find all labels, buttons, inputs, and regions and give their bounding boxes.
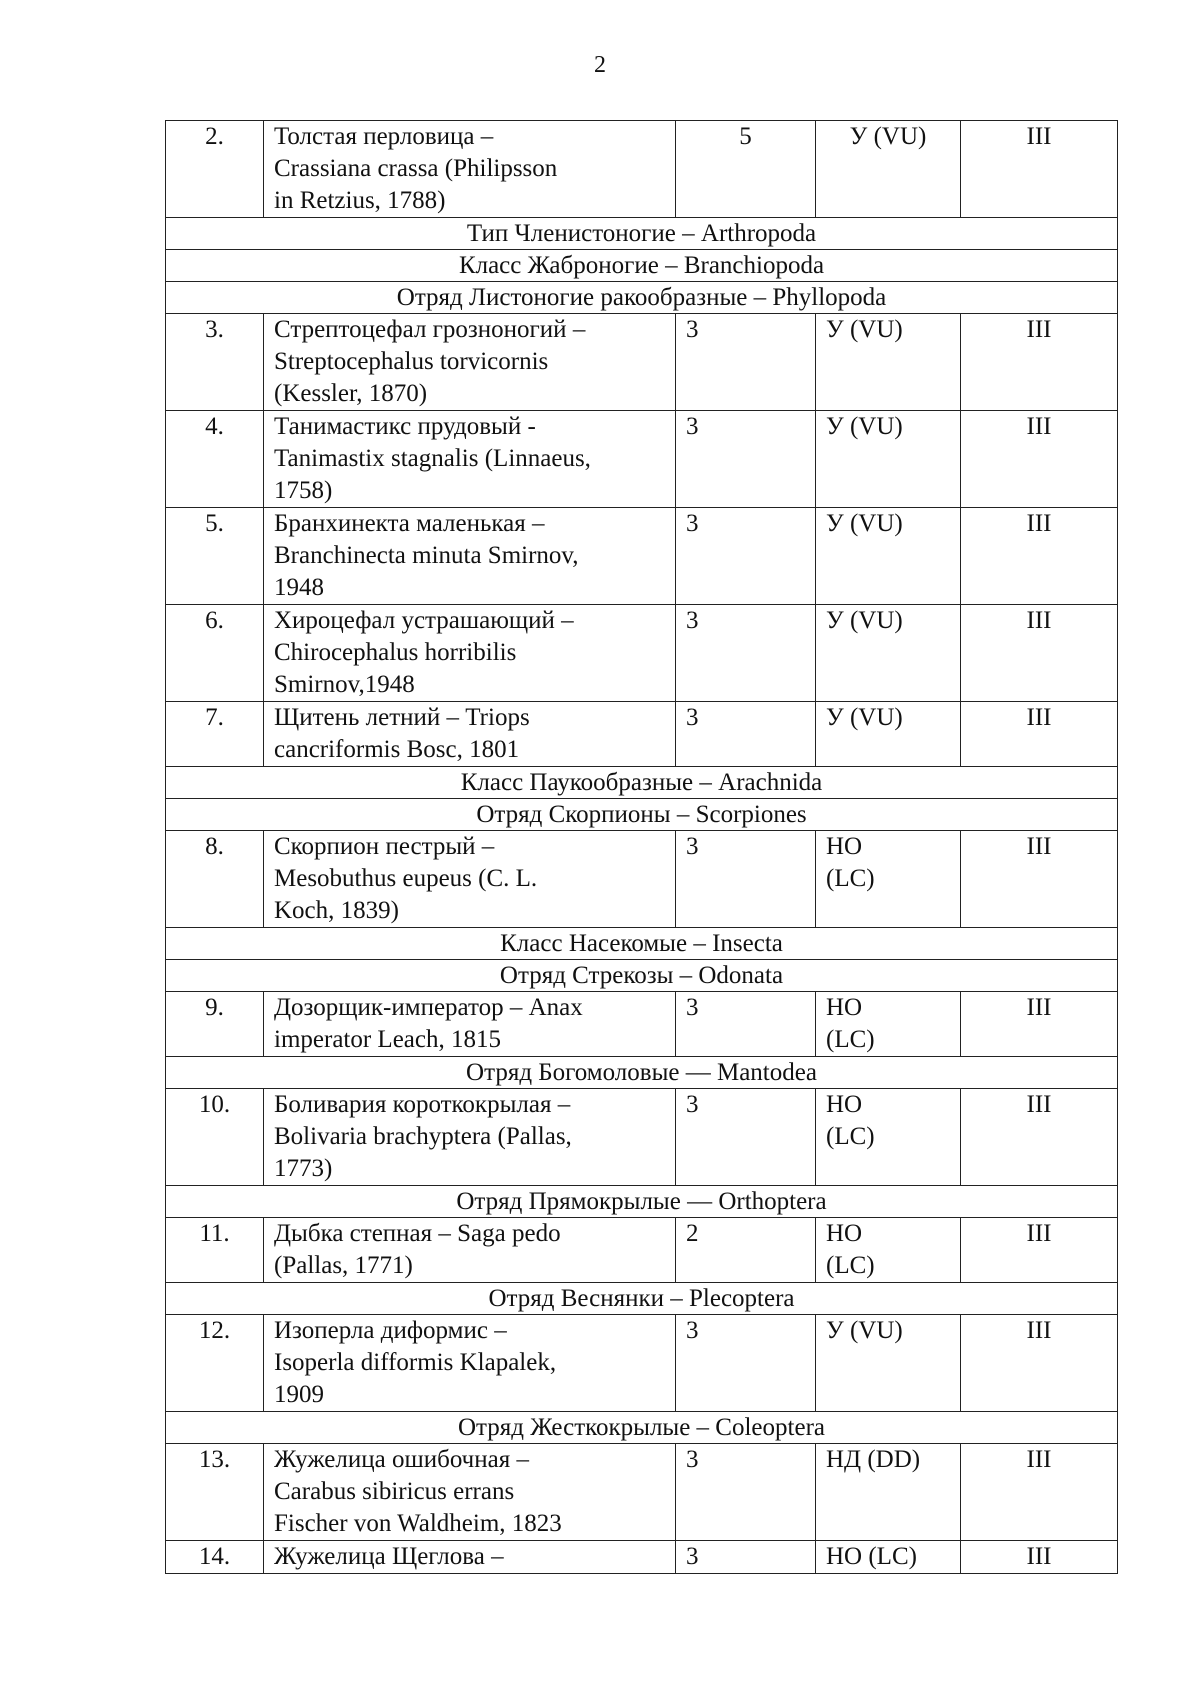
table-row — [166, 1444, 1118, 1541]
row-number-cell: 10. — [166, 1089, 264, 1186]
rank-cell: III — [961, 411, 1118, 508]
row-number-cell: 3. — [166, 314, 264, 411]
row-number-cell: 8. — [166, 831, 264, 928]
species-name-cell: Боливария короткокрылая – Bolivaria brachyptera (Pallas, 1773) — [264, 1089, 676, 1186]
table-row — [166, 508, 1118, 605]
iucn-status-cell: НО (LC) — [816, 1218, 961, 1283]
section-heading-row — [166, 282, 1118, 314]
iucn-status-cell: НД (DD) — [816, 1444, 961, 1541]
rank-cell: III — [961, 314, 1118, 411]
table-row — [166, 121, 1118, 218]
species-name-cell: Танимастикс прудовый - Tanimastix stagnalis (Linnaeus, 1758) — [264, 411, 676, 508]
category-cell: 3 — [676, 1541, 816, 1574]
iucn-status-cell: У (VU) — [816, 605, 961, 702]
species-name-cell: Дозорщик-император – Anax imperator Leach, 1815 — [264, 992, 676, 1057]
rank-cell: III — [961, 702, 1118, 767]
row-number-cell: 5. — [166, 508, 264, 605]
iucn-status-cell: НО (LC) — [816, 1089, 961, 1186]
species-name-cell: Скорпион пестрый – Mesobuthus eupeus (C. L. Koch, 1839) — [264, 831, 676, 928]
table-row — [166, 1315, 1118, 1412]
row-number-cell: 9. — [166, 992, 264, 1057]
row-number-cell: 13. — [166, 1444, 264, 1541]
section-heading: Отряд Богомоловые — Mantodea — [166, 1057, 1118, 1089]
category-cell: 5 — [676, 121, 816, 218]
rank-cell: III — [961, 992, 1118, 1057]
section-heading: Отряд Скорпионы – Scorpiones — [166, 799, 1118, 831]
iucn-status-cell: У (VU) — [816, 411, 961, 508]
category-cell: 3 — [676, 1089, 816, 1186]
section-heading-row — [166, 1186, 1118, 1218]
table-row — [166, 605, 1118, 702]
rank-cell: III — [961, 508, 1118, 605]
rank-cell: III — [961, 1541, 1118, 1574]
row-number-cell: 11. — [166, 1218, 264, 1283]
category-cell: 3 — [676, 702, 816, 767]
row-number-cell: 12. — [166, 1315, 264, 1412]
species-table-body — [166, 121, 1118, 1574]
species-name-cell: Жужелица Щеглова – — [264, 1541, 676, 1574]
iucn-status-cell: У (VU) — [816, 1315, 961, 1412]
section-heading-row — [166, 767, 1118, 799]
iucn-status-cell: У (VU) — [816, 121, 961, 218]
section-heading-row — [166, 799, 1118, 831]
category-cell: 3 — [676, 992, 816, 1057]
row-number-cell: 6. — [166, 605, 264, 702]
species-table — [165, 120, 1118, 1574]
species-name-cell: Изоперла диформис – Isoperla difformis Klapalek, 1909 — [264, 1315, 676, 1412]
section-heading: Тип Членистоногие – Arthropoda — [166, 218, 1118, 250]
species-name-cell: Жужелица ошибочная – Carabus sibiricus errans Fischer von Waldheim, 1823 — [264, 1444, 676, 1541]
section-heading: Отряд Веснянки – Plecoptera — [166, 1283, 1118, 1315]
rank-cell: III — [961, 1089, 1118, 1186]
section-heading-row — [166, 218, 1118, 250]
table-row — [166, 992, 1118, 1057]
category-cell: 3 — [676, 605, 816, 702]
table-row — [166, 314, 1118, 411]
section-heading-row — [166, 1057, 1118, 1089]
species-name-cell: Стрептоцефал грозноногий – Streptocephalus torvicornis (Kessler, 1870) — [264, 314, 676, 411]
category-cell: 3 — [676, 1444, 816, 1541]
rank-cell: III — [961, 1444, 1118, 1541]
rank-cell: III — [961, 121, 1118, 218]
iucn-status-cell: НО (LC) — [816, 1541, 961, 1574]
category-cell: 3 — [676, 314, 816, 411]
row-number-cell: 4. — [166, 411, 264, 508]
table-row — [166, 1218, 1118, 1283]
category-cell: 3 — [676, 508, 816, 605]
rank-cell: III — [961, 1315, 1118, 1412]
section-heading-row — [166, 928, 1118, 960]
species-name-cell: Толстая перловица – Crassiana crassa (Philipsson in Retzius, 1788) — [264, 121, 676, 218]
table-row — [166, 702, 1118, 767]
section-heading: Отряд Жесткокрылые – Coleoptera — [166, 1412, 1118, 1444]
row-number-cell: 7. — [166, 702, 264, 767]
section-heading-row — [166, 960, 1118, 992]
species-name-cell: Дыбка степная – Saga pedo (Pallas, 1771) — [264, 1218, 676, 1283]
table-row — [166, 1089, 1118, 1186]
section-heading: Отряд Прямокрылые — Orthoptera — [166, 1186, 1118, 1218]
section-heading-row — [166, 1283, 1118, 1315]
section-heading: Класс Паукообразные – Arachnida — [166, 767, 1118, 799]
species-name-cell: Хироцефал устрашающий – Chirocephalus horribilis Smirnov,1948 — [264, 605, 676, 702]
page-number: 2 — [594, 52, 606, 78]
section-heading: Отряд Листоногие ракообразные – Phyllopoda — [166, 282, 1118, 314]
iucn-status-cell: У (VU) — [816, 702, 961, 767]
section-heading: Класс Жаброногие – Branchiopoda — [166, 250, 1118, 282]
section-heading-row — [166, 1412, 1118, 1444]
rank-cell: III — [961, 831, 1118, 928]
table-row — [166, 411, 1118, 508]
section-heading: Класс Насекомые – Insecta — [166, 928, 1118, 960]
category-cell: 3 — [676, 1315, 816, 1412]
iucn-status-cell: НО (LC) — [816, 831, 961, 928]
row-number-cell: 14. — [166, 1541, 264, 1574]
category-cell: 3 — [676, 831, 816, 928]
rank-cell: III — [961, 1218, 1118, 1283]
rank-cell: III — [961, 605, 1118, 702]
iucn-status-cell: НО (LC) — [816, 992, 961, 1057]
category-cell: 2 — [676, 1218, 816, 1283]
section-heading-row — [166, 250, 1118, 282]
row-number-cell: 2. — [166, 121, 264, 218]
table-row — [166, 831, 1118, 928]
species-name-cell: Бранхинекта маленькая – Branchinecta minuta Smirnov, 1948 — [264, 508, 676, 605]
species-name-cell: Щитень летний – Triops cancriformis Bosc, 1801 — [264, 702, 676, 767]
iucn-status-cell: У (VU) — [816, 314, 961, 411]
section-heading: Отряд Стрекозы – Odonata — [166, 960, 1118, 992]
iucn-status-cell: У (VU) — [816, 508, 961, 605]
category-cell: 3 — [676, 411, 816, 508]
table-row — [166, 1541, 1118, 1574]
